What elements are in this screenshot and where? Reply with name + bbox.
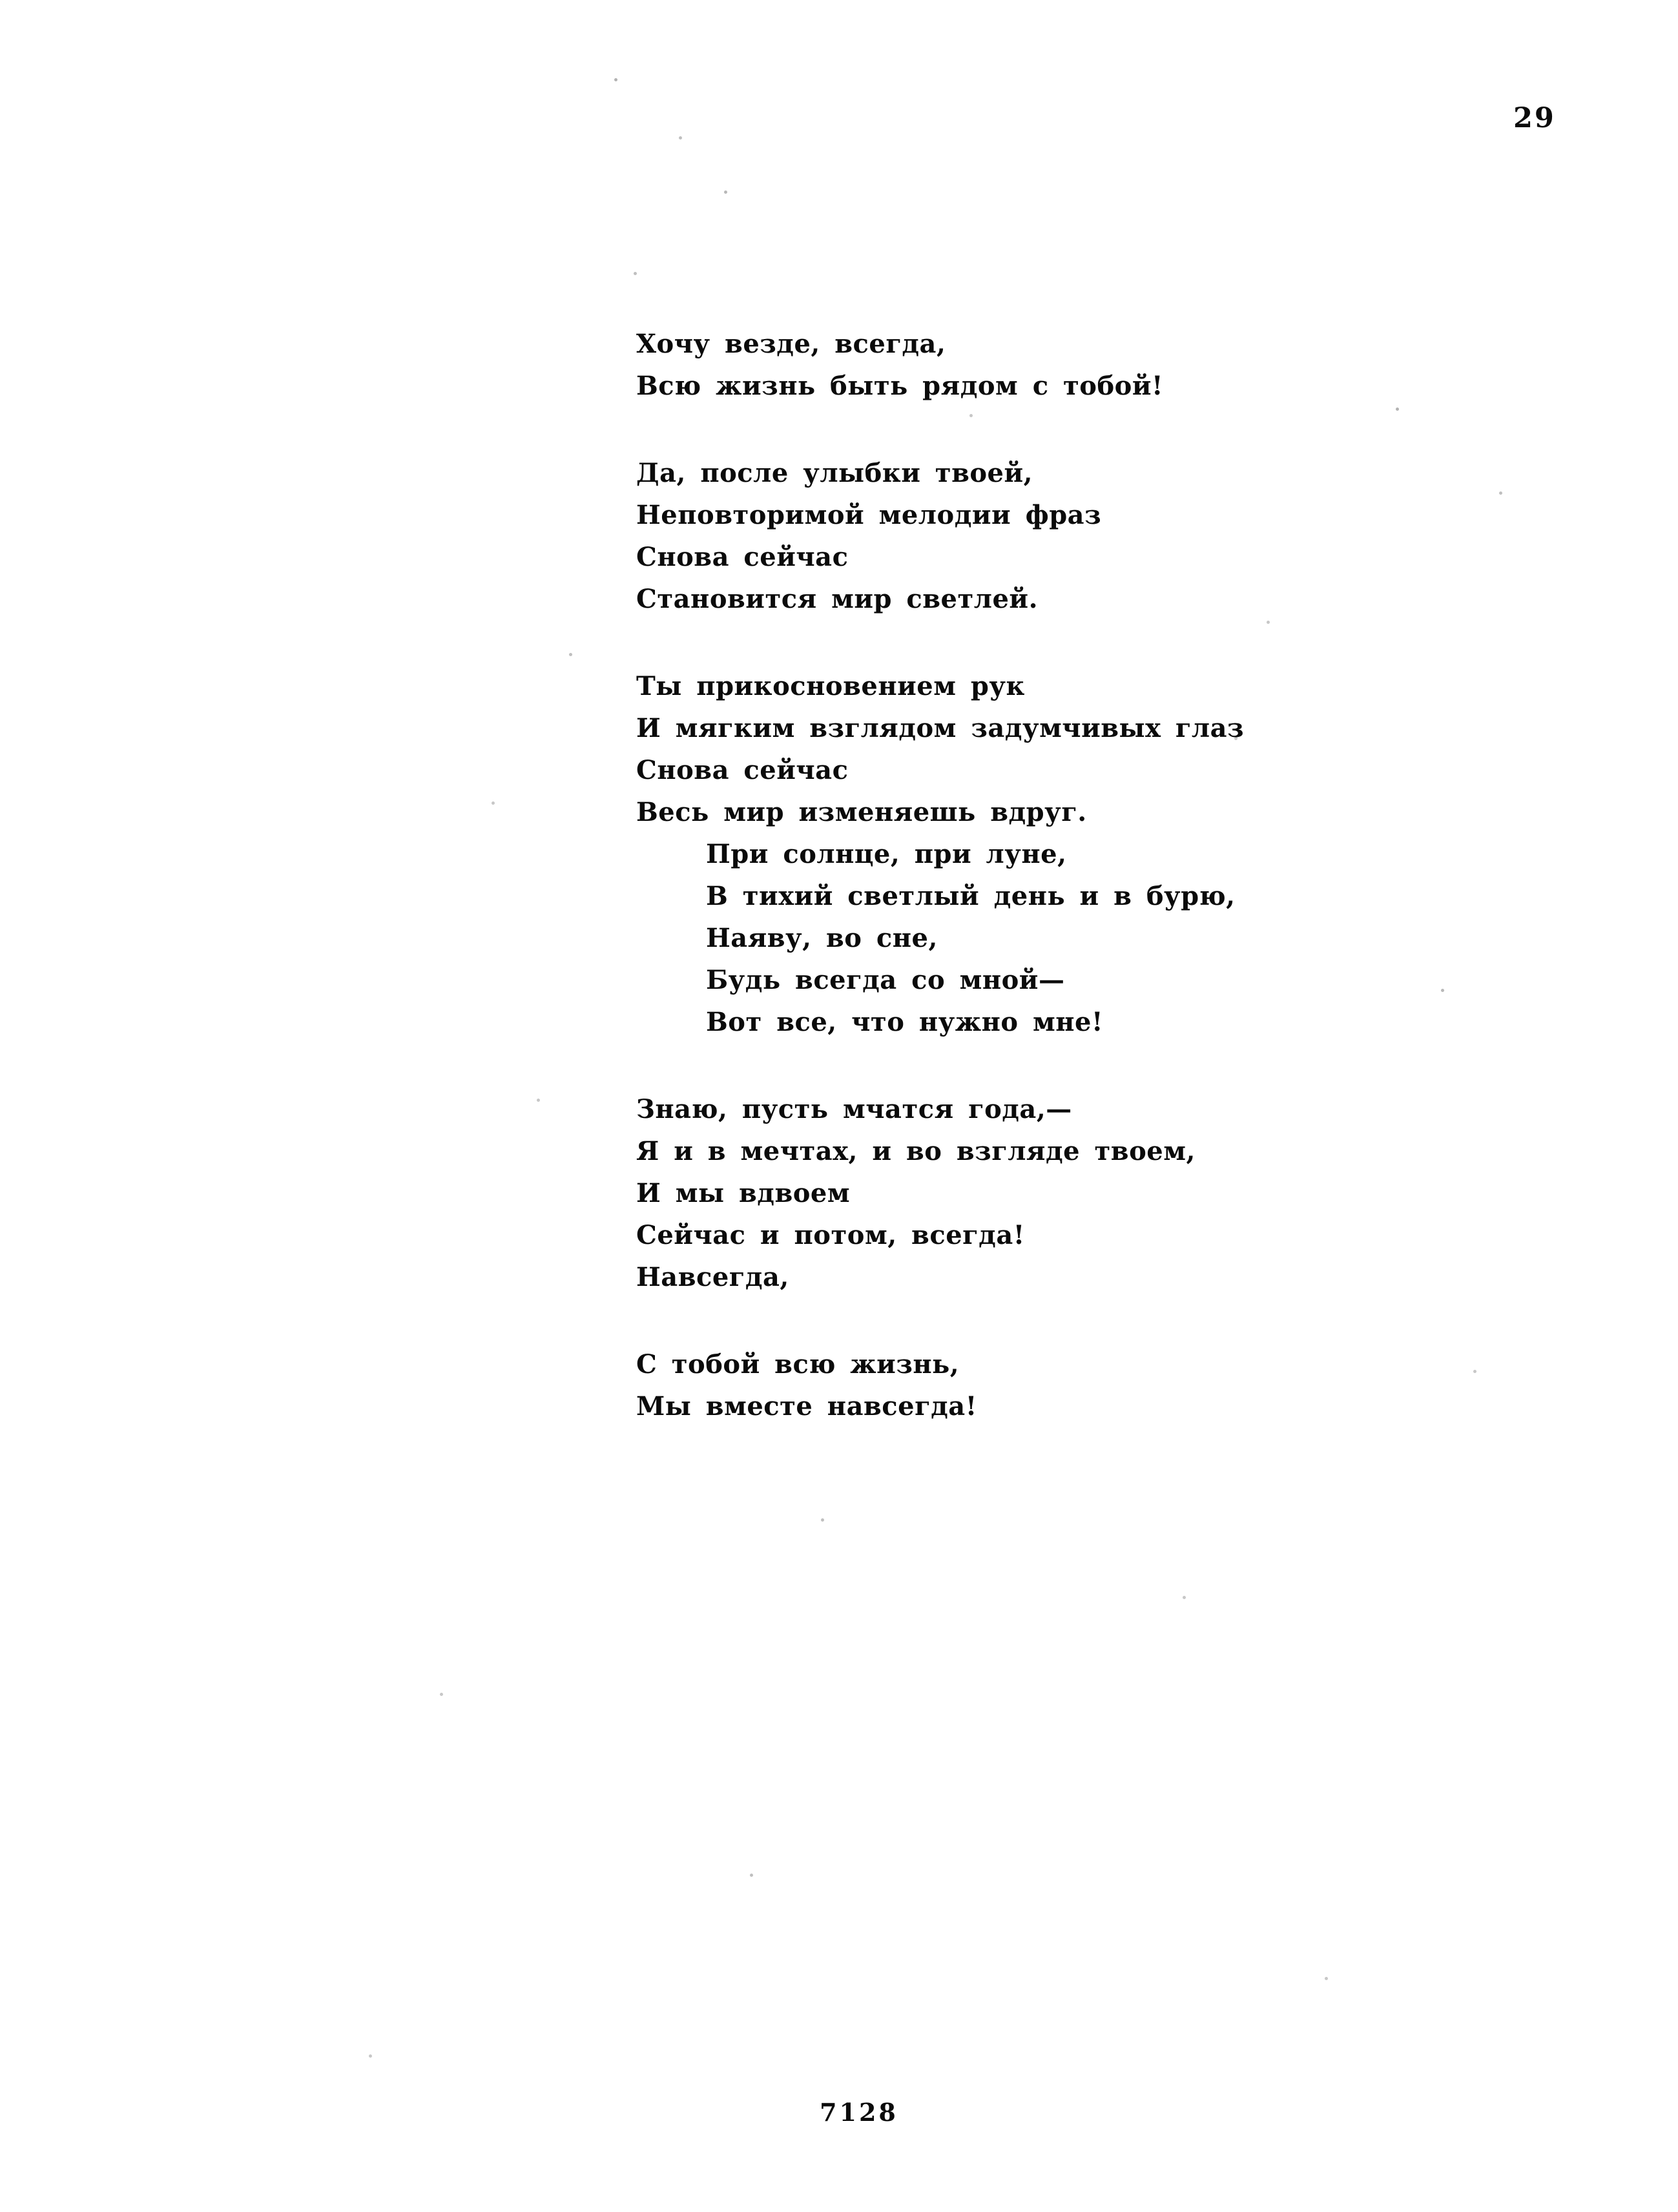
page-number: 29	[1513, 102, 1556, 134]
poem-line: Я и в мечтах, и во взгляде твоем,	[636, 1136, 1196, 1166]
poem-line: Снова сейчас	[636, 542, 849, 572]
stanza	[636, 665, 1244, 1043]
poem-line: Неповторимой мелодии фраз	[636, 500, 1102, 530]
printer-plate-number: 7128	[820, 2098, 898, 2127]
poem-line: Снова сейчас	[636, 755, 849, 785]
poem-line: Весь мир изменяешь вдруг.	[636, 797, 1087, 827]
poem-line: И мягким взглядом задумчивых глаз	[636, 713, 1245, 743]
poem-line: Становится мир светлей.	[636, 584, 1039, 614]
poem-line: С тобой всю жизнь,	[636, 1349, 960, 1380]
poem-line: В тихий светлый день и в бурю,	[706, 881, 1236, 911]
stanza	[636, 1343, 1244, 1427]
poem-line: Будь всегда со мной—	[706, 965, 1065, 995]
scan-noise-specks	[0, 0, 2, 2]
poem-line: Навсегда,	[636, 1262, 789, 1292]
poem-line: Ты прикосновением рук	[636, 671, 1025, 701]
poem-line: Хочу везде, всегда,	[636, 329, 946, 359]
poem-line: Мы вместе навсегда!	[636, 1391, 977, 1421]
stanza	[636, 452, 1244, 620]
poem-line: Всю жизнь быть рядом с тобой!	[636, 371, 1164, 401]
poem-line: Сейчас и потом, всегда!	[636, 1220, 1025, 1250]
poem-line: Вот все, что нужно мне!	[706, 1007, 1104, 1037]
poem-line: Знаю, пусть мчатся года,—	[636, 1094, 1072, 1124]
poem-line: При солнце, при луне,	[706, 839, 1067, 869]
stanza	[636, 1088, 1244, 1298]
poem-text-block	[636, 323, 1244, 1473]
stanza	[636, 323, 1244, 407]
poem-line: Наяву, во сне,	[706, 923, 938, 953]
poem-line: Да, после улыбки твоей,	[636, 458, 1033, 488]
poem-line: И мы вдвоем	[636, 1178, 851, 1208]
